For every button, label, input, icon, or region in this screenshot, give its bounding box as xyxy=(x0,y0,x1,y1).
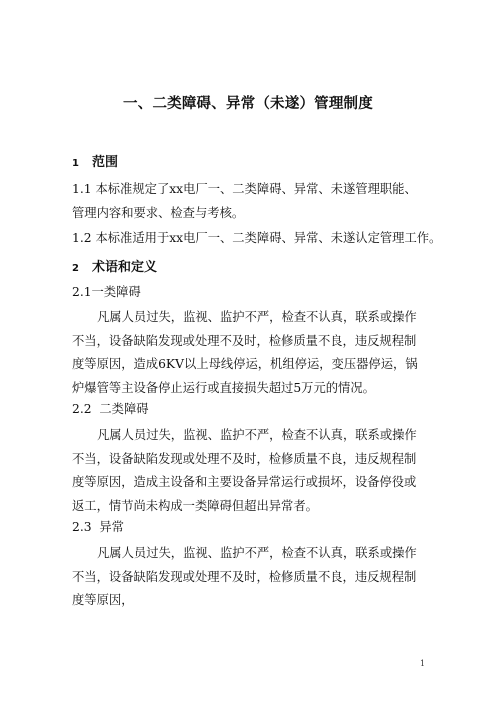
section-heading-1 xyxy=(72,151,118,170)
page-number: 1 xyxy=(420,659,426,668)
section-title: 范围 xyxy=(92,155,119,170)
clause-2-3-label: 2.3 异常 xyxy=(72,520,124,534)
clause-2-3-text: 凡属人员过失，监视、监护不严，检查不认真，联系或操作不当，设备缺陷发现或处理不及时，检修质量不良，违反规程制度等原因， xyxy=(72,546,417,607)
clause-2-1-text: 凡属人员过失，监视、监护不严，检查不认真，联系或操作不当，设备缺陷发现或处理不及时，检修质量不良，违反规程制度等原因，造成6KV以上母线停运，机组停运，变压器停运，锅炉爆管等主设备停止运行或直接损失超过5万元的情况。 xyxy=(72,310,418,395)
clause-1-1: 1.1 本标准规定了xx电厂一、二类障碍、异常、未遂管理职能、管理内容和要求、检查与考核。 xyxy=(72,182,417,220)
section-title: 术语和定义 xyxy=(92,260,158,275)
clause-2-2-text: 凡属人员过失，监视、监护不严，检查不认真，联系或操作不当，设备缺陷发现或处理不及时，检修质量不良，违反规程制度等原因，造成主设备和主要设备异常运行或损坏，设备停役或返工，情节尚未构成一类障碍但超出异常者。 xyxy=(72,428,417,513)
section-number: 1 xyxy=(72,158,79,169)
section-number: 2 xyxy=(72,263,79,274)
page-title: 一、二类障碍、异常（未遂）管理制度 xyxy=(123,96,373,112)
clause-2-1-label: 2.1一类障碍 xyxy=(72,285,141,299)
section-heading-2 xyxy=(72,256,157,275)
clause-1-2: 1.2 本标准适用于xx电厂一、二类障碍、异常、未遂认定管理工作。 xyxy=(72,231,442,245)
clause-2-2-label: 2.2 二类障碍 xyxy=(72,402,149,416)
